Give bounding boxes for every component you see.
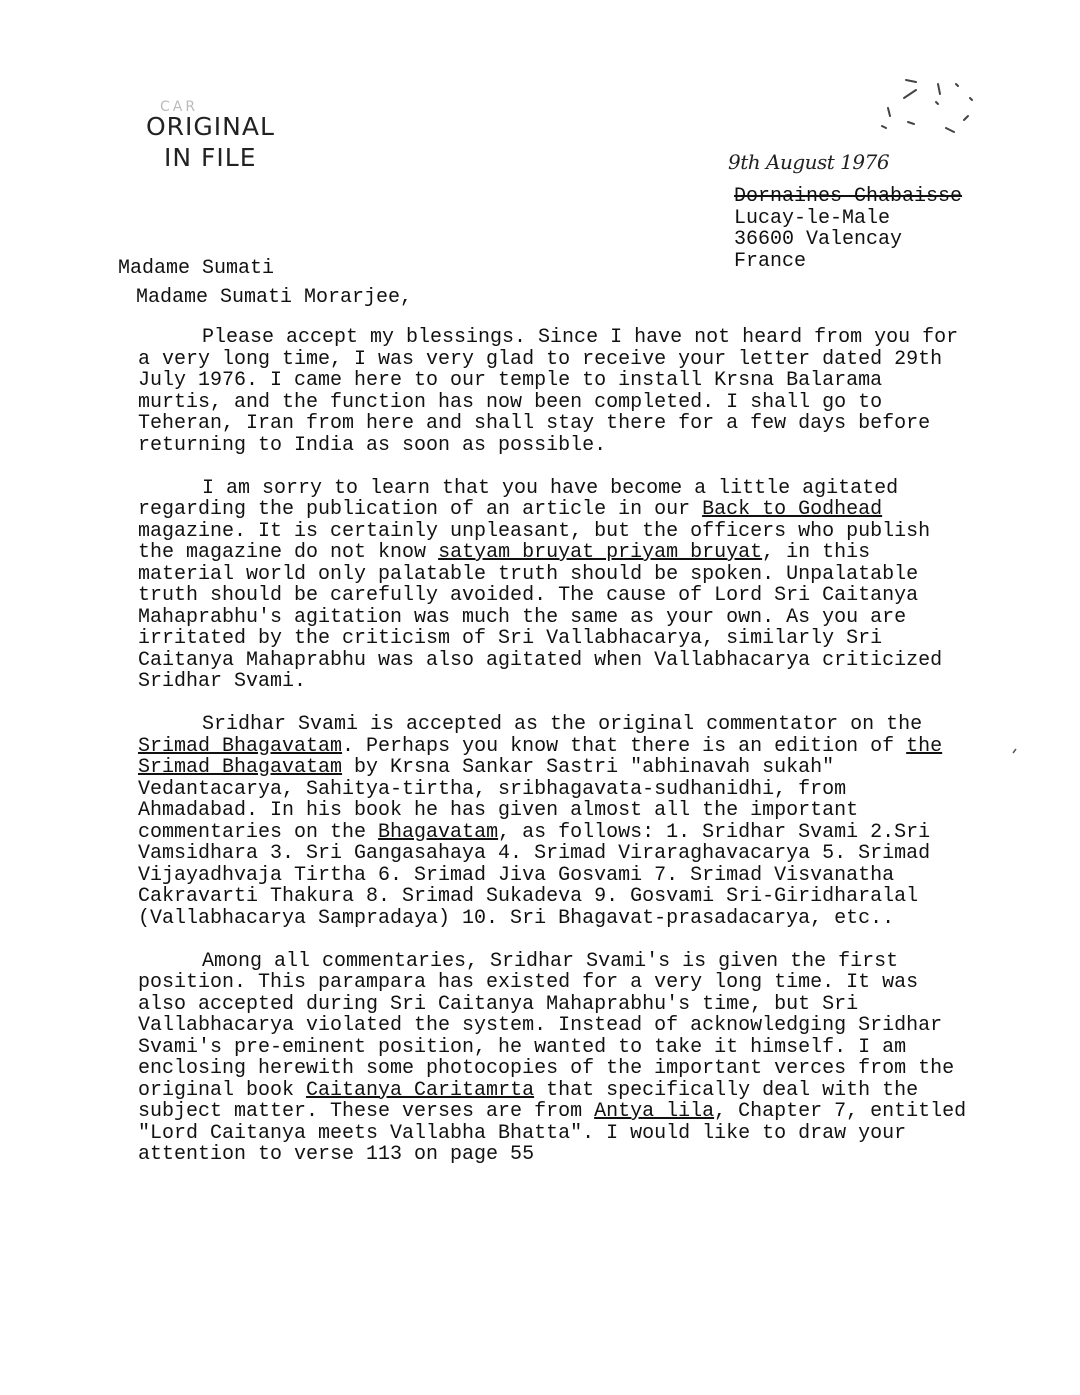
letter-body <box>138 327 968 1166</box>
p4-text-e: , Chapter 7, entitled "Lord Caitanya meets Vallabha Bhatta". I would like to draw your attention to verse 113 on page 55 <box>138 1100 967 1166</box>
paragraph-1: Please accept my blessings. Since I have not heard from you for a very long time, I was very glad to receive your letter dated 29th July 1976. I came here to our temple to install Krsna Balarama murtis, and the function has now been completed. I shall go to Teheran, Iran from here and shall stay there for a few days before returning to India as soon as possible. <box>138 326 959 457</box>
p2-text-a: I am sorry to learn that you have become a little agitated regarding the publication of an article in our <box>138 476 899 521</box>
paragraph-2 <box>138 478 968 693</box>
ink-speck-mark <box>1012 748 1018 754</box>
original-in-file-stamp <box>146 100 275 170</box>
p4-text-a: Among all commentaries, Sridhar Svami's is given the first position. This parampara has existed for a very long time. It was also accepted during Sri Caitanya Mahaprabhu's time, but Sri Vallabhacarya violated the system. Instead of acknowledging Sridhar Svami's pre-eminent position, he wanted to take it himself. I am enclosing herewith some photocopies of the important verces from the original book <box>138 949 955 1102</box>
p3-underlined-bhagavatam: Bhagavatam <box>378 820 499 844</box>
address-line-4: France <box>734 249 807 273</box>
stamp-line-in-file: IN FILE <box>164 143 257 172</box>
p3-text-c: . Perhaps you know that there is an edition of <box>342 734 907 758</box>
paragraph-3 <box>138 714 968 929</box>
p2-underlined-satyam: satyam bruyat priyam bruyat <box>438 541 763 564</box>
recipient-name: Madame Sumati <box>118 257 275 280</box>
ink-marks-mark <box>868 72 988 142</box>
p2-underlined-back-to-godhead: Back to Godhead <box>702 498 883 521</box>
address-line-2: Lucay-le-Male <box>734 206 891 230</box>
paragraph-4 <box>138 951 968 1166</box>
p2-text-c: magazine. It is certainly unpleasant, but the officers who publish the magazine do not know <box>138 519 931 564</box>
address-line-3: 36600 Valencay <box>734 228 903 251</box>
p3-text-a: Sridhar Svami is accepted as the original commentator on the <box>202 713 923 736</box>
address-line-1: Dornaines Chabaisse <box>734 185 963 208</box>
stamp-line-original: ORIGINAL <box>146 112 275 141</box>
stamp-faded-text: CAR <box>160 99 199 115</box>
sender-address <box>734 186 962 272</box>
p3-underlined-srimad-bhagavatam: Srimad Bhagavatam <box>138 734 343 758</box>
letter-date: 9th August 1976 <box>728 150 890 174</box>
p4-underlined-caitanya-caritamrta: Caitanya Caritamrta <box>306 1078 535 1102</box>
p3-underlined-the-srimad-bhagavatam: the Srimad Bhagavatam <box>138 734 943 779</box>
p4-text-c: that specifically deal with the subject matter. These verses are from <box>138 1078 919 1123</box>
p4-underlined-antya-lila: Antya lila <box>594 1100 715 1123</box>
p3-text-g: , as follows: 1. Sridhar Svami 2.Sri Vamsidhara 3. Sri Gangasahaya 4. Srimad Viraraghavacarya 5. Srimad Vijayadhvaja Tirtha 6. Srimad Jiva Gosvami 7. Srimad Visvanatha Cakravarti Thakura 8. Srimad Sukadeva 9. Gosvami Sri-Giridharalal (Vallabhacarya Sampradaya) 10. Sri Bhagavat-prasadacarya, etc.. <box>138 820 931 930</box>
p2-text-e: , in this material world only palatable truth should be spoken. Unpalatable truth should be carefully avoided. The cause of Lord Sri Caitanya Mahaprabhu's agitation was much the same as your own. As you are irritated by the criticism of Sri Vallabhacarya, similarly Sri Caitanya Mahaprabhu was also agitated when Vallabhacarya criticized Sridhar Svami. <box>138 541 943 693</box>
p3-text-e: by Krsna Sankar Sastri "abhinavah sukah" Vedantacarya, Sahitya-tirtha, sribhagavata-sudhanidhi, from Ahmadabad. In his book he has given almost all the important commentaries on the <box>138 756 859 844</box>
salutation: Madame Sumati Morarjee, <box>136 286 413 309</box>
